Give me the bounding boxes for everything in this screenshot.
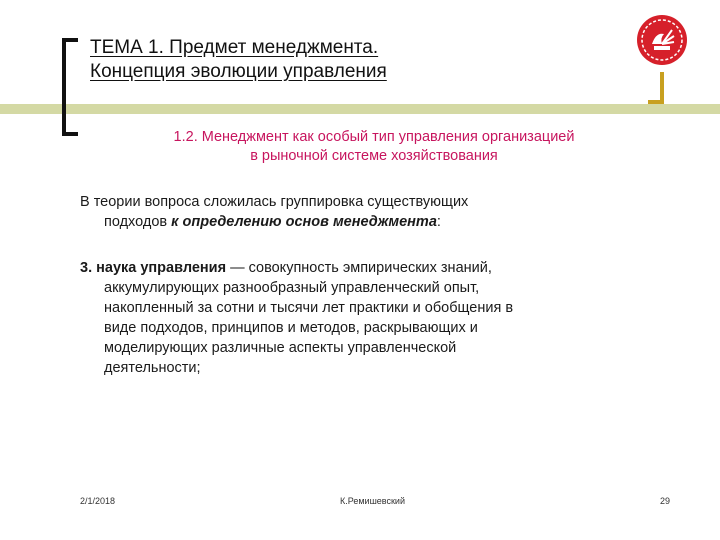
left-bracket-decoration [62,38,78,136]
paragraph-approaches [80,192,640,232]
paragraph2-first-line [80,258,640,278]
paragraph1-lead: В теории вопроса сложилась группировка существующих [80,194,469,210]
title-band [0,104,720,114]
paragraph-science [80,258,640,378]
subtitle [94,128,654,166]
paragraph2-line: накопленный за сотни и тысячи лет практики и обобщения в [104,300,514,316]
paragraph1-start: подходов [104,214,172,230]
subtitle-line-2: в рыночной системе хозяйствования [250,148,498,164]
paragraph1-indent [80,212,640,232]
paragraph2-line1-rest: — совокупность эмпирических знаний, [226,260,492,276]
right-bracket-decoration [648,72,664,104]
title-line-2: Концепция эволюции управления [90,61,387,82]
paragraph2-line: деятельности; [104,360,201,376]
university-logo-icon [636,14,688,66]
subtitle-line-1: 1.2. Менеджмент как особый тип управления организацией [173,129,575,145]
footer-page-number: 29 [660,496,671,506]
paragraph2-line: аккумулирующих разнообразный управленческий опыт, [104,280,480,296]
paragraph2-line: моделирующих различные аспекты управленческой [104,340,457,356]
title-line-1: ТЕМА 1. Предмет менеджмента. [90,37,379,58]
footer-date: 2/1/2018 [80,496,116,506]
paragraph1-emphasis: к определению основ менеджмента [171,214,437,230]
slide-title [90,36,610,84]
footer-author: К.Ремишевский [340,496,405,506]
paragraph2-bold-lead: 3. наука управления [80,260,227,276]
paragraph2-line: виде подходов, принципов и методов, раскрывающих и [104,320,478,336]
paragraph1-end: : [436,214,441,230]
